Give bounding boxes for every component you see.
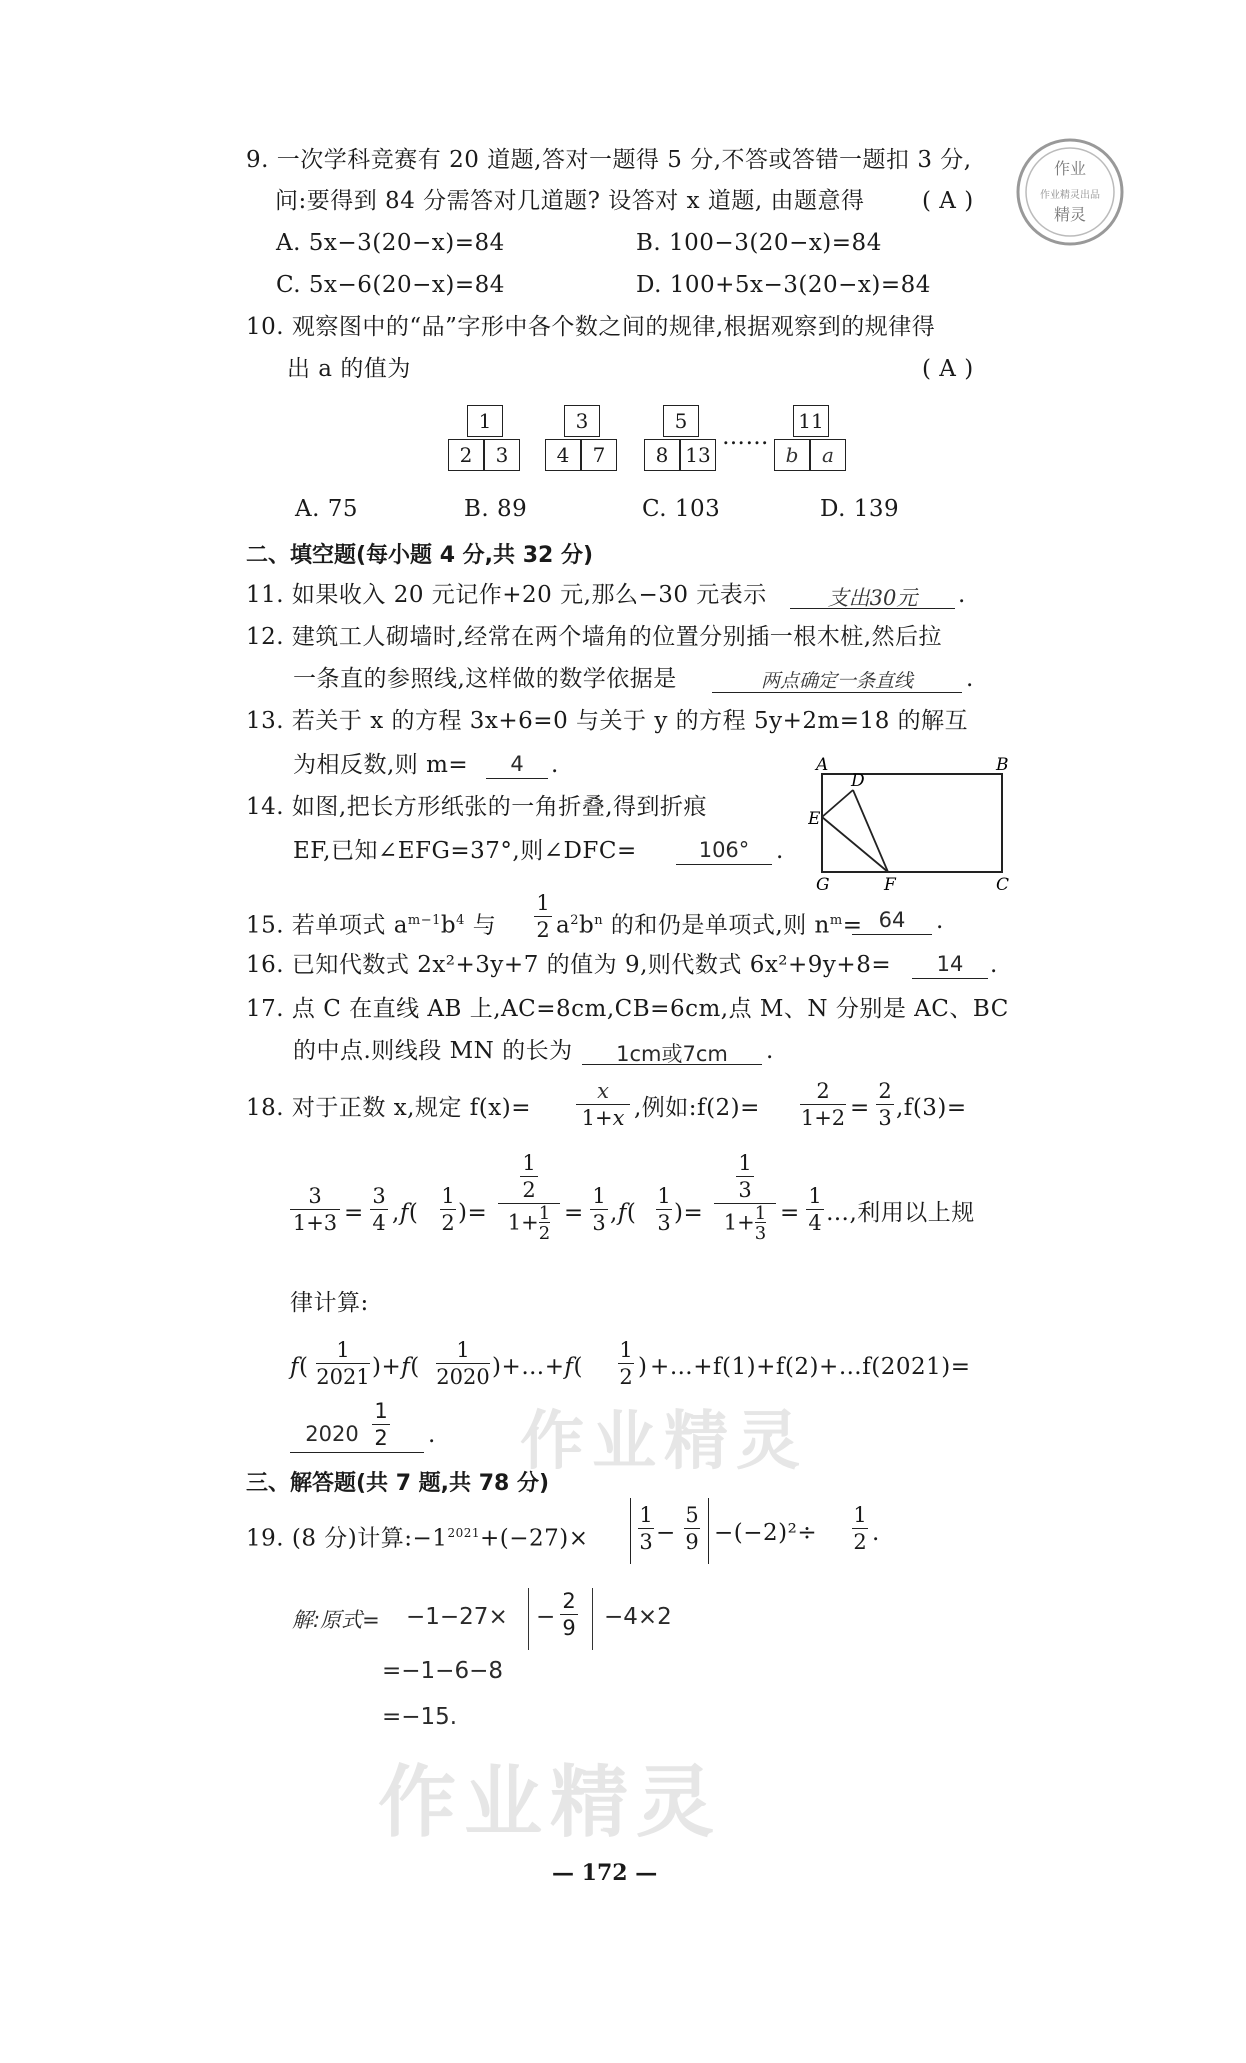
q19-text3: −(−2)²÷: [714, 1520, 818, 1546]
q18-answer: 2020: [305, 1422, 359, 1446]
q19-end: .: [872, 1520, 880, 1546]
q10-line2: 出 a 的值为: [287, 356, 411, 382]
section-heading-fill-in: 二、填空题(每小题 4 分,共 32 分): [246, 543, 594, 568]
q9-line2: 问:要得到 84 分需答对几道题? 设答对 x 道题, 由题意得: [275, 188, 865, 214]
q15-end: .: [936, 908, 944, 934]
q14-end: .: [776, 838, 784, 864]
q15-sup2: 4: [456, 913, 465, 928]
q12-line2: 一条直的参照线,这样做的数学依据是: [293, 666, 677, 692]
pin-right: 7: [581, 439, 617, 471]
q18-arg-half: 1 2: [619, 1338, 633, 1389]
q14-line1: 14. 如图,把长方形纸张的一角折叠,得到折痕: [246, 794, 708, 820]
q18-arg-2021: 1 2021: [316, 1338, 370, 1389]
svg-text:作业精灵出品: 作业精灵出品: [1040, 190, 1100, 201]
pin-top: 5: [663, 405, 699, 437]
q11-answer: 支出30元: [827, 586, 918, 610]
q13-end: .: [551, 752, 559, 778]
q15-mid4: b: [579, 912, 595, 939]
q18-f2: )+f(: [372, 1354, 420, 1380]
q14-answer: 106°: [698, 838, 750, 862]
pin-right: 13: [680, 439, 716, 471]
q18-line1-pre: 18. 对于正数 x,规定 f(x)=: [246, 1095, 531, 1121]
q13-line1: 13. 若关于 x 的方程 3x+6=0 与关于 y 的方程 5y+2m=18 的解互: [246, 708, 969, 734]
fig-label-e: E: [808, 809, 821, 829]
q18-half-result: 1 3: [590, 1183, 608, 1236]
q16-blank: [912, 978, 988, 979]
pin-left: 4: [545, 439, 581, 471]
q19-sup: 2021: [447, 1526, 480, 1540]
q19-sol1b: −4×2: [604, 1604, 672, 1630]
fig-label-b: B: [996, 755, 1009, 775]
q11-text: 11. 如果收入 20 元记作+20 元,那么−30 元表示: [246, 582, 767, 608]
q9-line1: 9. 一次学科竞赛有 20 道题,答对一题得 5 分,不答或答错一题扣 3 分,: [246, 147, 972, 173]
q15-mid3: a: [556, 912, 571, 939]
q19-sol2: =−1−6−8: [382, 1658, 503, 1684]
q18-f3-fraction: 3 1+3: [290, 1183, 340, 1236]
q9-option-b: B. 100−3(20−x)=84: [636, 230, 882, 256]
fold-figure: [808, 752, 1018, 892]
q13-line2: 为相反数,则 m=: [293, 752, 469, 778]
q18-f4: ): [638, 1354, 648, 1380]
q18-blank: [290, 1452, 424, 1453]
q19-frac-1-2: 1 2: [853, 1503, 867, 1554]
pin-left: 2: [448, 439, 484, 471]
q17-end: .: [766, 1038, 774, 1064]
pin-left: 8: [644, 439, 680, 471]
q18-half-complex: 1 2 1+1 2: [498, 1150, 560, 1244]
q18-answer-frac-den: 2: [374, 1426, 388, 1450]
q18-f-half: ,f(: [392, 1200, 419, 1226]
q18-eq2: =: [344, 1200, 364, 1226]
q16-text: 16. 已知代数式 2x²+3y+7 的值为 9,则代数式 6x²+9y+8=: [246, 952, 892, 978]
q18-f3: )+…+f(: [492, 1354, 584, 1380]
q17-line2: 的中点.则线段 MN 的长为: [293, 1038, 573, 1064]
q15-blank: [852, 934, 932, 935]
q15-text2: [556, 906, 862, 941]
q10-option-b: B. 89: [464, 496, 528, 522]
q12-end: .: [966, 666, 974, 692]
q19-sol1: −1−27×: [406, 1604, 508, 1630]
q18-f2-result: 2 3: [876, 1078, 894, 1131]
q18-def-fraction: x 1+x: [576, 1078, 630, 1131]
pin-right: a: [810, 439, 846, 471]
q10-line1: 10. 观察图中的“品”字形中各个数之间的规律,根据观察到的规律得: [246, 314, 936, 340]
q19-minus: −: [656, 1520, 676, 1546]
q18-line1-post: ,f(3)=: [896, 1095, 967, 1121]
q9-answer: ( A ): [922, 188, 974, 214]
q18-line3: 律计算:: [290, 1290, 369, 1316]
q18-eq3: )=: [458, 1200, 488, 1226]
seal-stamp-logo: [1010, 132, 1130, 252]
q18-eq5: )=: [674, 1200, 704, 1226]
pin-top: 1: [467, 405, 503, 437]
abs-bar-right: [708, 1498, 709, 1564]
q10-option-c: C. 103: [642, 496, 721, 522]
pin-top: 11: [793, 405, 829, 437]
q18-answer-frac-num: 1: [374, 1399, 388, 1423]
q13-blank: [486, 778, 548, 779]
watermark-text: 作业精灵: [520, 1405, 808, 1479]
q10-option-d: D. 139: [820, 496, 900, 522]
page-number: — 172 —: [552, 1860, 658, 1886]
q13-answer: 4: [510, 752, 524, 776]
pin-ellipsis: ……: [722, 424, 769, 450]
q15-mid1: b: [440, 912, 457, 939]
q11-end: .: [958, 582, 966, 608]
q18-third-result: 1 4: [806, 1183, 824, 1236]
sol-neg: −: [536, 1604, 556, 1630]
svg-text:作业: 作业: [1053, 159, 1087, 178]
q16-answer: 14: [936, 952, 964, 976]
q18-line2-post: …,利用以上规: [826, 1200, 975, 1226]
q15-eq: =: [842, 912, 863, 939]
q18-end: .: [428, 1422, 436, 1448]
q18-answer-fraction: [372, 1398, 390, 1451]
sol-abs-left: [528, 1588, 529, 1650]
fig-label-f: F: [884, 875, 896, 892]
abs-bar-left: [630, 1498, 631, 1564]
q15-frac-num: 1: [536, 891, 550, 915]
q12-line1: 12. 建筑工人砌墙时,经常在两个墙角的位置分别插一根木桩,然后拉: [246, 624, 943, 650]
q18-f1: f(: [290, 1354, 309, 1380]
q18-eq4: =: [564, 1200, 584, 1226]
q18-f3-result: 3 4: [370, 1183, 388, 1236]
q15-answer: 64: [878, 908, 906, 932]
q10-option-a: A. 75: [295, 496, 358, 522]
fig-label-c: C: [996, 875, 1010, 892]
q18-f2-fraction: 2 1+2: [800, 1079, 846, 1130]
q15-sup5: m: [829, 913, 843, 928]
q18-third-complex: 1 3 1+1 3: [714, 1150, 776, 1244]
q19-text1: 19. (8 分)计算:−1: [246, 1525, 448, 1552]
section-heading-solve: 三、解答题(共 7 题,共 78 分): [246, 1471, 550, 1496]
q18-eq6: =: [780, 1200, 800, 1226]
q19-text2: +(−27)×: [479, 1525, 589, 1552]
q19-sol3: =−15.: [382, 1704, 458, 1730]
q19-frac-1-3: 1 3: [639, 1503, 653, 1554]
q15-fraction: [534, 890, 552, 943]
q14-line2: EF,已知∠EFG=37°,则∠DFC=: [293, 838, 637, 864]
q15-pre: 15. 若单项式 a: [246, 912, 408, 939]
q16-end: .: [990, 952, 998, 978]
q14-blank: [676, 864, 772, 865]
q15-text: [246, 906, 496, 941]
pin-right: 3: [484, 439, 520, 471]
fig-label-d: D: [851, 771, 865, 791]
q18-line4: +…+f(1)+f(2)+…f(2021)=: [650, 1354, 971, 1380]
fig-label-g: G: [816, 875, 830, 892]
pin-left: b: [774, 439, 810, 471]
watermark-text-2: 作业精灵: [378, 1758, 723, 1848]
q19-text: [246, 1518, 589, 1554]
q19-frac-5-9: 5 9: [685, 1503, 699, 1554]
q17-line1: 17. 点 C 在直线 AB 上,AC=8cm,CB=6cm,点 M、N 分别是 AC、BC: [246, 996, 1009, 1022]
q9-option-d: D. 100+5x−3(20−x)=84: [636, 272, 931, 298]
q15-post: 的和仍是单项式,则 n: [603, 912, 830, 939]
q18-arg-2020: 1 2020: [436, 1338, 490, 1389]
q18-f-third: ,f(: [610, 1200, 637, 1226]
sol-frac-2-9: 2 9: [560, 1588, 578, 1641]
q17-answer: 1cm或7cm: [616, 1042, 728, 1066]
q9-option-a: A. 5x−3(20−x)=84: [276, 230, 505, 256]
q15-sup4: n: [594, 913, 604, 928]
q15-mid2: 与: [464, 912, 497, 939]
q15-sup1: m−1: [407, 913, 441, 928]
q15-sup3: 2: [570, 913, 579, 928]
q18-line1-mid: ,例如:f(2)=: [634, 1095, 760, 1121]
svg-text:精灵: 精灵: [1053, 205, 1087, 224]
q18-eq1: =: [850, 1095, 870, 1121]
q18-third-arg: 1 3: [657, 1184, 671, 1235]
pin-top: 3: [564, 405, 600, 437]
q18-half-arg: 1 2: [441, 1184, 455, 1235]
q9-option-c: C. 5x−6(20−x)=84: [276, 272, 505, 298]
q19-sol-label: 解:原式=: [292, 1608, 380, 1632]
q15-frac-den: 2: [536, 918, 550, 942]
fig-label-a: A: [816, 755, 829, 775]
q12-answer: 两点确定一条直线: [760, 670, 913, 692]
sol-abs-right: [592, 1588, 593, 1650]
q10-answer: ( A ): [922, 356, 974, 382]
